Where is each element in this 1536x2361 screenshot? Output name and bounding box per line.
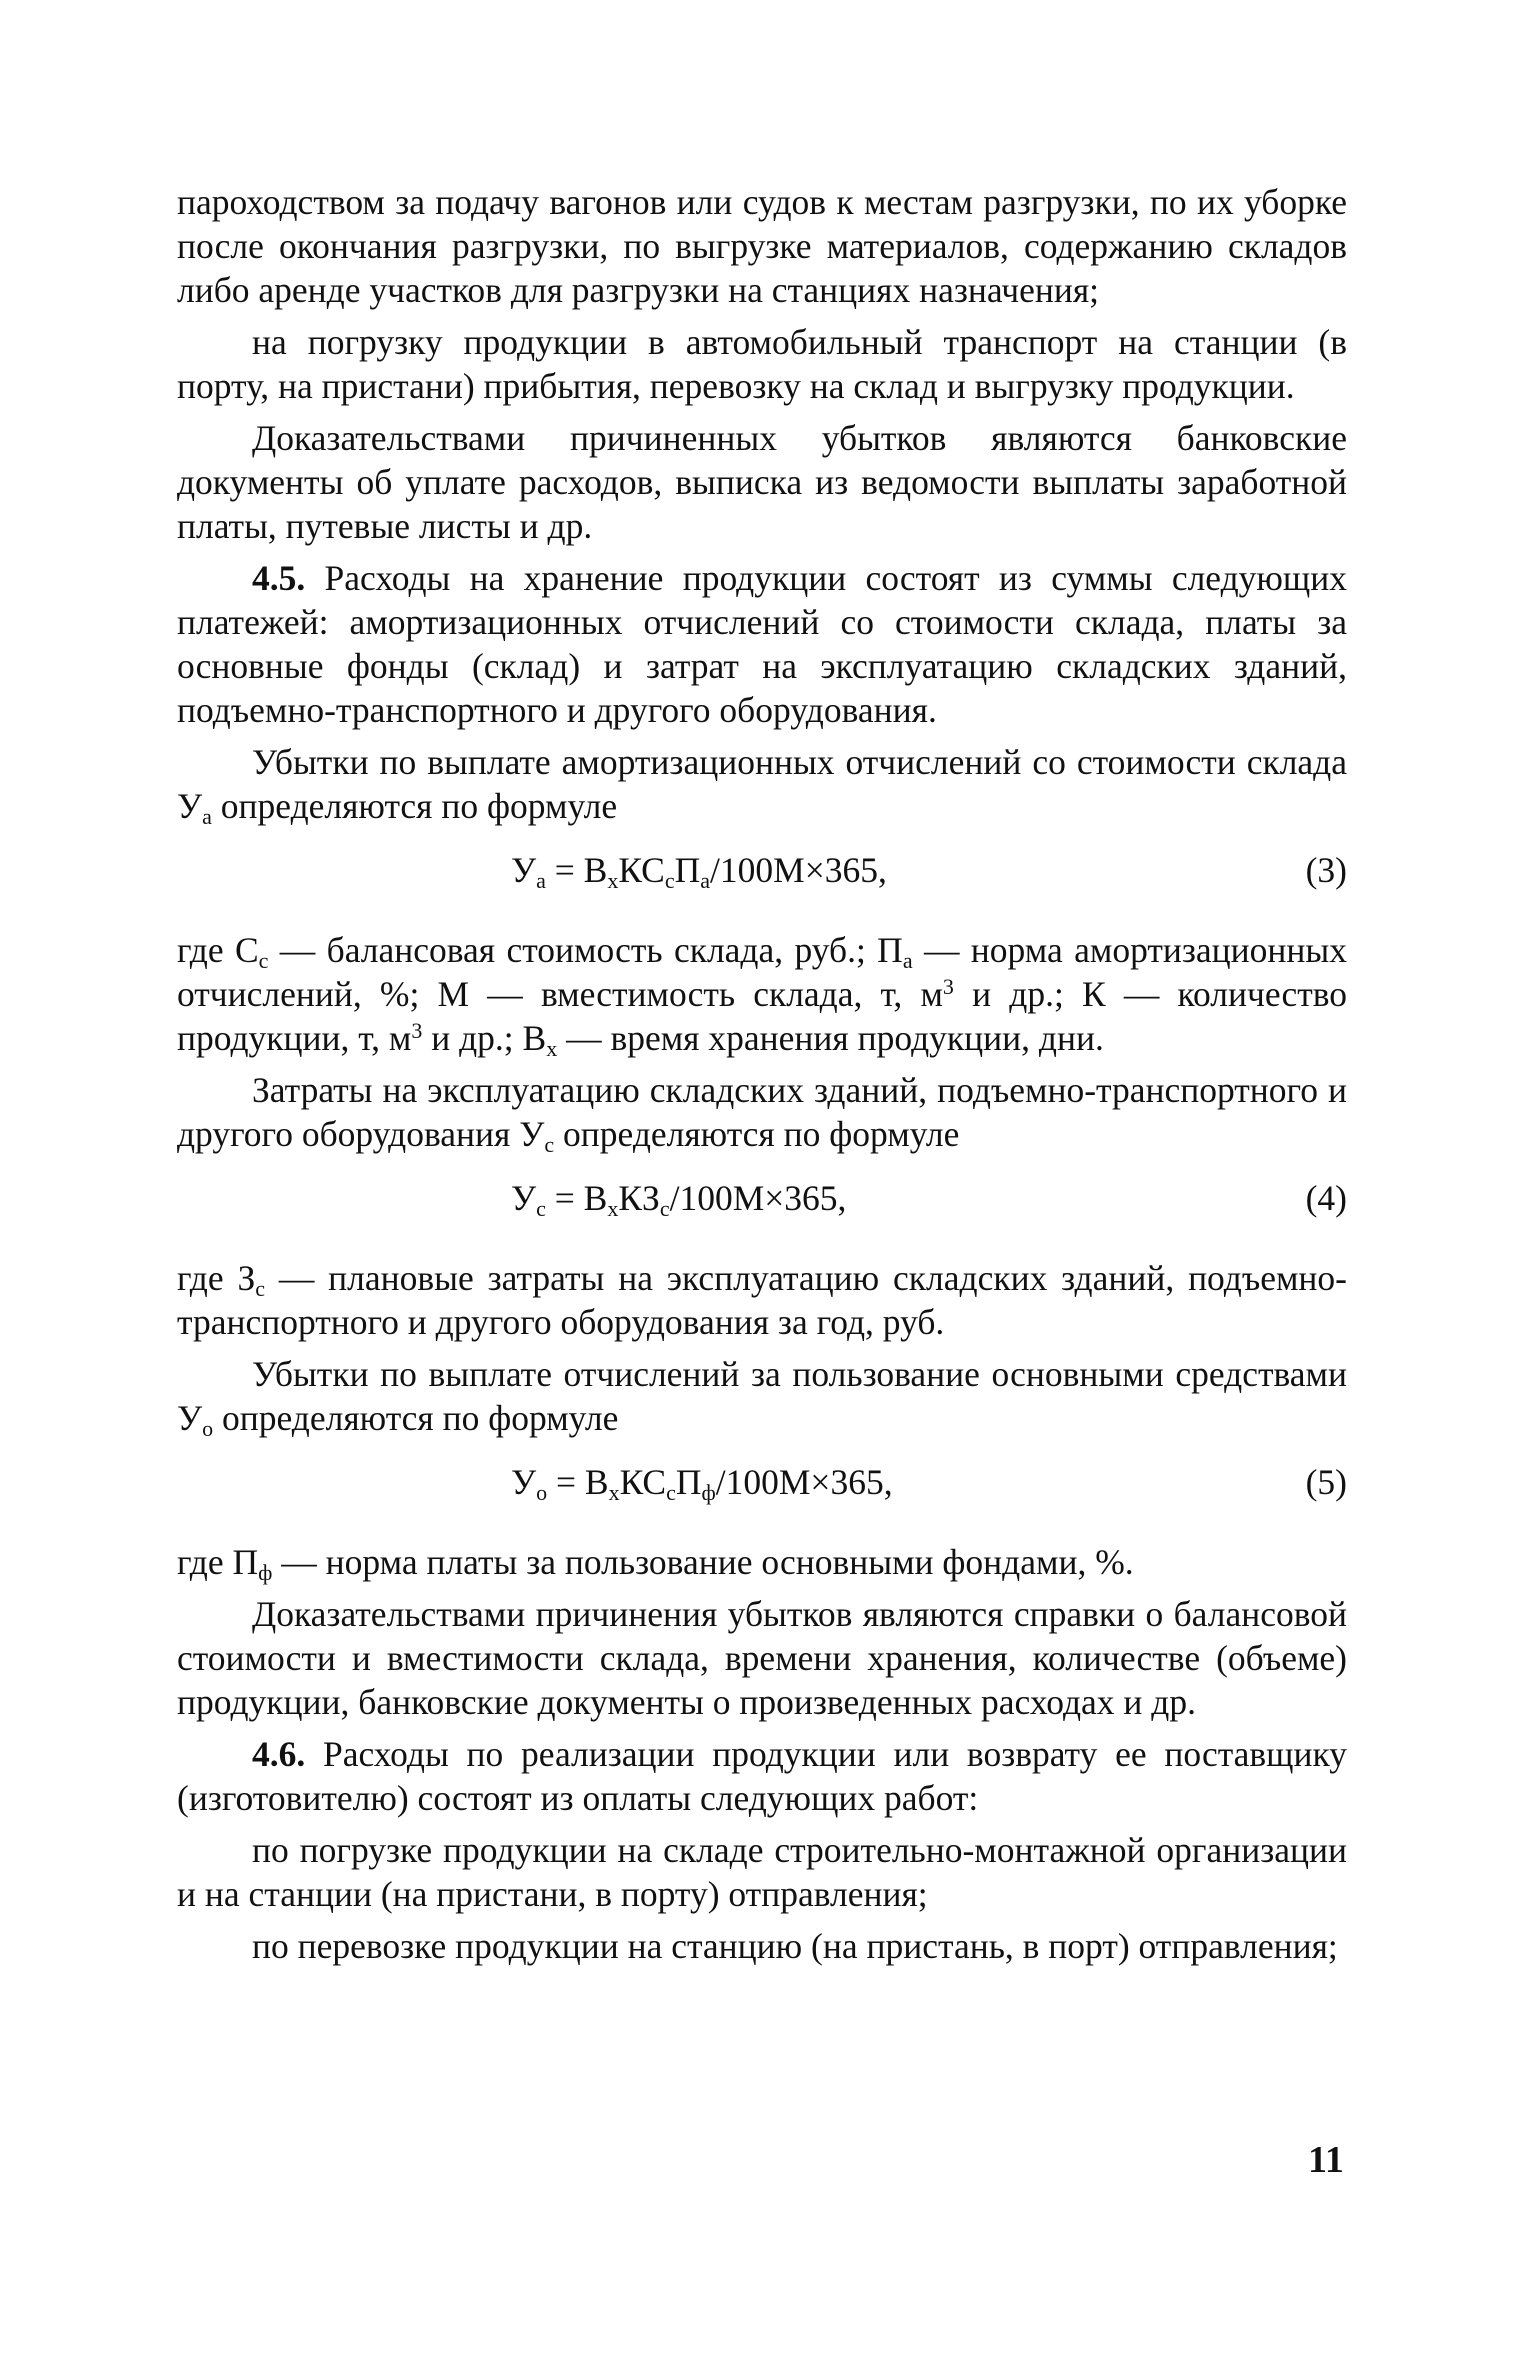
paragraph-8: где $З_с$ — плановые затраты на эксплуатацию складских зданий, подъемно-транспортного и другого оборудования за год, руб.	[177, 1258, 1347, 1342]
paragraph-1: пароходством за подачу вагонов или судов к местам разгрузки, по их уборке после окончания разгрузки, по выгрузке материалов, содержанию складов либо аренде участков для разгрузки на станциях назначения;	[177, 182, 1347, 310]
formula-5-expression: $У_о = В_хКС_сП_ф/100М\times 365$,	[511, 1462, 893, 1506]
formula-3-expression: $У_а = В_хКС_сП_а/100М\times 365$,	[511, 850, 887, 894]
formula-5	[177, 1454, 1347, 1514]
section-number: 4.5.	[252, 558, 306, 598]
section-text: Расходы на хранение продукции состоят из суммы следующих платежей: амортизационных отчислений со стоимости склада, платы за основные фонды (склад) и затрат на эксплуатацию складских зданий, подъемно-транспортного и другого оборудования.	[177, 558, 1347, 730]
paragraph-2: на погрузку продукции в автомобильный транспорт на станции (в порту, на пристани) прибытия, перевозку на склад и выгрузку продукции.	[177, 322, 1347, 406]
page-number: 11	[1308, 2139, 1344, 2181]
section-text: Расходы по реализации продукции или возврату ее поставщику (изготовителю) состоят из оплаты следующих работ:	[177, 1734, 1348, 1818]
paragraph-7: Затраты на эксплуатацию складских зданий, подъемно-транспортного и другого оборудования $У_с$ определяются по формуле	[177, 1070, 1347, 1158]
paragraph-4-6	[177, 1732, 1347, 1820]
body-text	[177, 180, 1347, 1976]
formula-5-number: (5)	[1305, 1462, 1347, 1502]
formula-4-number: (4)	[1305, 1178, 1347, 1218]
paragraph-13: по погрузке продукции на складе строительно-монтажной организации и на станции (на пристани, в порту) отправления;	[177, 1830, 1347, 1914]
section-number: 4.6.	[252, 1734, 306, 1774]
paragraph-10: где $П_ф$ — норма платы за пользование основными фондами, %.	[177, 1542, 1134, 1586]
paragraph-11: Доказательствами причинения убытков являются справки о балансовой стоимости и вместимости склада, времени хранения, количестве (объеме) продукции, банковские документы о произведенных расходах и др.	[177, 1594, 1347, 1722]
paragraph-6: где $С_с$ — балансовая стоимость склада, руб.; $П_а$ — норма амортизационных отчислений, %; М — вместимость склада, т, $м^3$ и др.; К — количество продукции, т, $м^3$ и др.; $В_х$ — время хранения продукции, дни.	[177, 930, 1348, 1062]
formula-4	[177, 1170, 1347, 1230]
paragraph-3: Доказательствами причиненных убытков являются банковские документы об уплате расходов, выписка из ведомости выплаты заработной платы, путевые листы и др.	[177, 418, 1347, 546]
paragraph-5: Убытки по выплате амортизационных отчислений со стоимости склада $У_а$ определяются по формуле	[177, 742, 1347, 830]
formula-3-number: (3)	[1305, 850, 1347, 890]
paragraph-4-5	[177, 556, 1347, 732]
paragraph-9: Убытки по выплате отчислений за пользование основными средствами $У_о$ определяются по формуле	[177, 1354, 1347, 1442]
paragraph-14: по перевозке продукции на станцию (на пристань, в порт) отправления;	[252, 1926, 1338, 1966]
formula-4-expression: $У_с = В_хКЗ_с/100М\times 365$,	[511, 1178, 847, 1222]
formula-3	[177, 842, 1347, 902]
